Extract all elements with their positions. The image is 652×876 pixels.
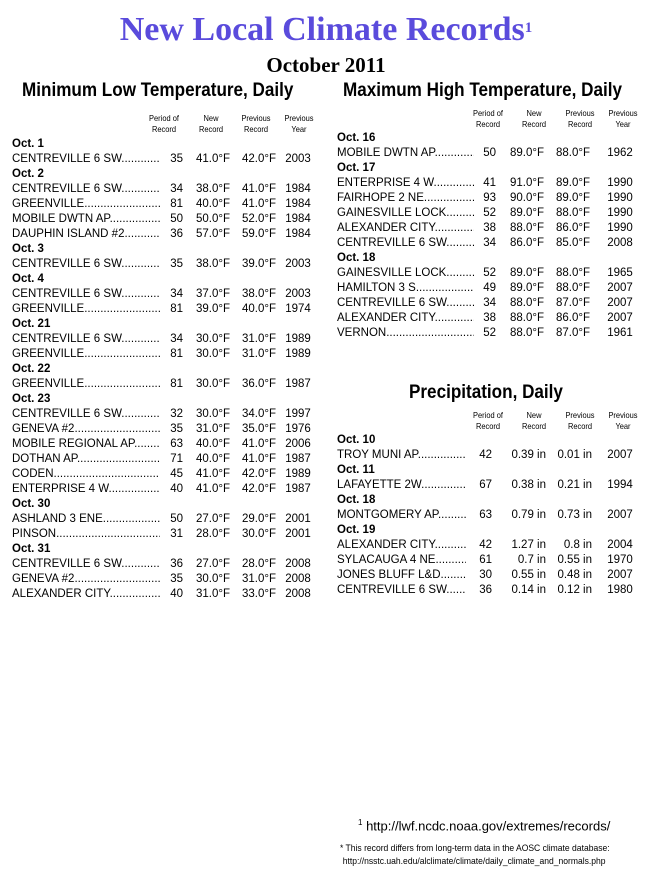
previous-year: 2007 xyxy=(607,282,633,294)
new-record: 41.0°F xyxy=(195,468,230,480)
record-row xyxy=(337,326,647,341)
record-row xyxy=(12,302,322,317)
previous-year: 1984 xyxy=(285,228,311,240)
previous-year: 2007 xyxy=(607,509,633,521)
min-low-header-previous: Previous Record xyxy=(241,113,271,134)
record-date: Oct. 19 xyxy=(337,524,376,536)
record-date: Oct. 30 xyxy=(12,498,51,510)
record-date: Oct. 1 xyxy=(12,138,44,150)
period-of-record: 35 xyxy=(170,258,183,270)
period-of-record: 50 xyxy=(483,147,496,159)
previous-record: 0.8 in xyxy=(563,539,592,551)
precip-header-period: Period of Record xyxy=(473,410,503,431)
station-name: CENTREVILLE 6 SW ..... xyxy=(337,236,474,251)
record-date: Oct. 21 xyxy=(12,318,51,330)
title-footnote-marker: 1 xyxy=(524,20,533,36)
period-of-record: 34 xyxy=(170,288,183,300)
previous-record: 87.0°F xyxy=(555,327,590,339)
previous-year: 2008 xyxy=(285,588,311,600)
station-name: GREENVILLE ..... xyxy=(12,377,160,392)
station-name: VERNON ..... xyxy=(337,326,474,341)
record-row xyxy=(12,452,322,467)
new-record: 27.0°F xyxy=(195,558,230,570)
new-record: 40.0°F xyxy=(195,453,230,465)
period-of-record: 36 xyxy=(170,558,183,570)
min-low-header-period: Period of Record xyxy=(149,113,179,134)
previous-record: 42.0°F xyxy=(241,153,276,165)
page-title xyxy=(0,10,652,50)
record-row xyxy=(12,377,322,392)
station-name: CENTREVILLE 6 SW ..... xyxy=(337,583,466,598)
new-record: 41.0°F xyxy=(195,153,230,165)
new-record: 28.0°F xyxy=(195,528,230,540)
previous-year: 1974 xyxy=(285,303,311,315)
period-of-record: 42 xyxy=(479,449,492,461)
record-row xyxy=(12,572,322,587)
max-high-table xyxy=(337,131,647,341)
previous-year: 2001 xyxy=(285,513,311,525)
min-low-table xyxy=(12,137,322,602)
previous-year: 2007 xyxy=(607,312,633,324)
record-row xyxy=(12,227,322,242)
record-row xyxy=(12,287,322,302)
period-of-record: 81 xyxy=(170,348,183,360)
new-record: 0.55 in xyxy=(511,569,546,581)
period-of-record: 40 xyxy=(170,483,183,495)
previous-year: 1976 xyxy=(285,423,311,435)
station-name: CENTREVILLE 6 SW ..... xyxy=(12,287,160,302)
station-name: ENTERPRISE 4 W ..... xyxy=(12,482,160,497)
previous-record: 0.73 in xyxy=(557,509,592,521)
precip-table xyxy=(337,433,647,598)
period-of-record: 50 xyxy=(170,513,183,525)
station-name: CENTREVILLE 6 SW ..... xyxy=(12,182,160,197)
min-low-header-new: New Record xyxy=(198,113,224,134)
previous-year: 2008 xyxy=(285,558,311,570)
period-of-record: 31 xyxy=(170,528,183,540)
record-row xyxy=(337,538,647,553)
record-row xyxy=(12,557,322,572)
period-of-record: 34 xyxy=(170,183,183,195)
station-name: ALEXANDER CITY ..... xyxy=(12,587,160,602)
new-record: 57.0°F xyxy=(195,228,230,240)
period-of-record: 40 xyxy=(170,588,183,600)
previous-year: 1984 xyxy=(285,213,311,225)
record-date: Oct. 3 xyxy=(12,243,44,255)
period-of-record: 50 xyxy=(170,213,183,225)
new-record: 89.0°F xyxy=(509,267,544,279)
previous-year: 2003 xyxy=(285,153,311,165)
precip-header-new: New Record xyxy=(521,410,547,431)
previous-year: 2006 xyxy=(285,438,311,450)
record-date: Oct. 22 xyxy=(12,363,51,375)
precip-header-year: Previous Year xyxy=(608,410,638,431)
previous-year: 1997 xyxy=(285,408,311,420)
previous-record: 36.0°F xyxy=(241,378,276,390)
station-name: TROY MUNI AP ..... xyxy=(337,448,466,463)
station-name: ALEXANDER CITY ..... xyxy=(337,221,474,236)
previous-record: 39.0°F xyxy=(241,258,276,270)
station-name: LAFAYETTE 2W ..... xyxy=(337,478,466,493)
period-of-record: 35 xyxy=(170,423,183,435)
new-record: 1.27 in xyxy=(511,539,546,551)
period-of-record: 93 xyxy=(483,192,496,204)
record-row xyxy=(12,407,322,422)
station-name: HAMILTON 3 S ..... xyxy=(337,281,474,296)
period-of-record: 38 xyxy=(483,312,496,324)
period-of-record: 67 xyxy=(479,479,492,491)
period-of-record: 81 xyxy=(170,198,183,210)
previous-year: 1987 xyxy=(285,378,311,390)
previous-year: 1990 xyxy=(607,177,633,189)
record-row xyxy=(337,568,647,583)
previous-record: 35.0°F xyxy=(241,423,276,435)
record-row xyxy=(12,257,322,272)
period-of-record: 81 xyxy=(170,303,183,315)
period-of-record: 34 xyxy=(170,333,183,345)
record-date: Oct. 2 xyxy=(12,168,44,180)
previous-record: 0.12 in xyxy=(557,584,592,596)
record-row xyxy=(12,212,322,227)
previous-year: 1970 xyxy=(607,554,633,566)
previous-record: 86.0°F xyxy=(555,312,590,324)
previous-year: 1987 xyxy=(285,483,311,495)
previous-record: 38.0°F xyxy=(241,288,276,300)
new-record: 50.0°F xyxy=(195,213,230,225)
record-date: Oct. 23 xyxy=(12,393,51,405)
record-date: Oct. 10 xyxy=(337,434,376,446)
previous-record: 0.01 in xyxy=(557,449,592,461)
previous-year: 2004 xyxy=(607,539,633,551)
station-name: DAUPHIN ISLAND #2 ..... xyxy=(12,227,160,242)
station-name: ASHLAND 3 ENE ..... xyxy=(12,512,160,527)
new-record: 0.39 in xyxy=(511,449,546,461)
record-date: Oct. 4 xyxy=(12,273,44,285)
new-record: 30.0°F xyxy=(195,333,230,345)
record-row xyxy=(337,206,647,221)
record-row xyxy=(337,478,647,493)
record-date: Oct. 31 xyxy=(12,543,51,555)
page-title-text: New Local Climate Records xyxy=(119,11,525,48)
previous-year: 1962 xyxy=(607,147,633,159)
previous-year: 1990 xyxy=(607,222,633,234)
period-of-record: 61 xyxy=(479,554,492,566)
period-of-record: 41 xyxy=(483,177,496,189)
station-name: MOBILE DWTN AP ..... xyxy=(337,146,474,161)
new-record: 38.0°F xyxy=(195,258,230,270)
previous-record: 29.0°F xyxy=(241,513,276,525)
previous-record: 41.0°F xyxy=(241,438,276,450)
station-name: CODEN ..... xyxy=(12,467,160,482)
previous-record: 0.48 in xyxy=(557,569,592,581)
station-name: GAINESVILLE LOCK ..... xyxy=(337,206,474,221)
previous-record: 42.0°F xyxy=(241,483,276,495)
footnote-note-line1: * This record differs from long-term data in the AOSC climate database: xyxy=(340,843,610,854)
record-row xyxy=(12,527,322,542)
previous-year: 1984 xyxy=(285,183,311,195)
record-row xyxy=(12,437,322,452)
record-row xyxy=(12,182,322,197)
new-record: 30.0°F xyxy=(195,408,230,420)
footnote-url xyxy=(358,818,610,833)
record-row xyxy=(12,587,322,602)
period-of-record: 32 xyxy=(170,408,183,420)
previous-record: 88.0°F xyxy=(555,267,590,279)
period-of-record: 71 xyxy=(170,453,183,465)
record-row xyxy=(12,512,322,527)
period-of-record: 36 xyxy=(479,584,492,596)
period-of-record: 30 xyxy=(479,569,492,581)
previous-year: 1984 xyxy=(285,198,311,210)
record-row xyxy=(337,221,647,236)
previous-year: 2003 xyxy=(285,258,311,270)
previous-record: 34.0°F xyxy=(241,408,276,420)
record-date: Oct. 18 xyxy=(337,494,376,506)
new-record: 88.0°F xyxy=(509,312,544,324)
record-row xyxy=(337,146,647,161)
period-of-record: 34 xyxy=(483,297,496,309)
station-name: GREENVILLE ..... xyxy=(12,197,160,212)
new-record: 88.0°F xyxy=(509,222,544,234)
station-name: ALEXANDER CITY ..... xyxy=(337,538,466,553)
record-date: Oct. 16 xyxy=(337,132,376,144)
previous-year: 1994 xyxy=(607,479,633,491)
previous-record: 0.55 in xyxy=(557,554,592,566)
station-name: JONES BLUFF L&D ..... xyxy=(337,568,466,583)
station-name: CENTREVILLE 6 SW ..... xyxy=(12,332,160,347)
period-of-record: 34 xyxy=(483,237,496,249)
previous-year: 2007 xyxy=(607,449,633,461)
new-record: 89.0°F xyxy=(509,147,544,159)
footnote-note xyxy=(340,842,610,868)
footnote-marker: 1 xyxy=(358,818,363,827)
new-record: 91.0°F xyxy=(509,177,544,189)
new-record: 40.0°F xyxy=(195,198,230,210)
new-record: 30.0°F xyxy=(195,348,230,360)
period-of-record: 63 xyxy=(479,509,492,521)
record-row xyxy=(337,281,647,296)
new-record: 31.0°F xyxy=(195,588,230,600)
record-row xyxy=(337,583,647,598)
station-name: CENTREVILLE 6 SW ..... xyxy=(12,152,160,167)
new-record: 89.0°F xyxy=(509,207,544,219)
footnote-note-line2[interactable]: http://nsstc.uah.edu/alclimate/climate/daily_climate_and_normals.php xyxy=(342,856,606,867)
previous-year: 1965 xyxy=(607,267,633,279)
new-record: 0.14 in xyxy=(511,584,546,596)
station-name: CENTREVILLE 6 SW ..... xyxy=(337,296,474,311)
previous-year: 1989 xyxy=(285,468,311,480)
previous-year: 1989 xyxy=(285,333,311,345)
new-record: 40.0°F xyxy=(195,438,230,450)
period-of-record: 52 xyxy=(483,207,496,219)
new-record: 27.0°F xyxy=(195,513,230,525)
record-row xyxy=(12,482,322,497)
period-of-record: 52 xyxy=(483,267,496,279)
record-row xyxy=(337,191,647,206)
new-record: 31.0°F xyxy=(195,423,230,435)
record-row xyxy=(337,448,647,463)
max-high-header-new: New Record xyxy=(521,108,547,129)
previous-record: 89.0°F xyxy=(555,177,590,189)
new-record: 37.0°F xyxy=(195,288,230,300)
station-name: CENTREVILLE 6 SW ..... xyxy=(12,257,160,272)
station-name: GREENVILLE ..... xyxy=(12,302,160,317)
max-high-title: Maximum High Temperature, Daily xyxy=(343,80,623,101)
previous-record: 31.0°F xyxy=(241,348,276,360)
previous-record: 0.21 in xyxy=(557,479,592,491)
previous-record: 59.0°F xyxy=(241,228,276,240)
previous-record: 89.0°F xyxy=(555,192,590,204)
min-low-header-year: Previous Year xyxy=(284,113,314,134)
max-high-header-previous: Previous Record xyxy=(565,108,595,129)
record-row xyxy=(12,347,322,362)
previous-year: 2008 xyxy=(285,573,311,585)
station-name: GAINESVILLE LOCK ..... xyxy=(337,266,474,281)
record-row xyxy=(12,197,322,212)
previous-year: 1980 xyxy=(607,584,633,596)
station-name: MOBILE REGIONAL AP ..... xyxy=(12,437,160,452)
station-name: MONTGOMERY AP ..... xyxy=(337,508,466,523)
previous-record: 41.0°F xyxy=(241,198,276,210)
record-date: Oct. 17 xyxy=(337,162,376,174)
period-of-record: 63 xyxy=(170,438,183,450)
station-name: PINSON ..... xyxy=(12,527,160,542)
record-row xyxy=(12,467,322,482)
record-row xyxy=(337,311,647,326)
station-name: GENEVA #2 ..... xyxy=(12,572,160,587)
previous-record: 31.0°F xyxy=(241,573,276,585)
period-of-record: 36 xyxy=(170,228,183,240)
previous-year: 2003 xyxy=(285,288,311,300)
previous-record: 28.0°F xyxy=(241,558,276,570)
previous-record: 87.0°F xyxy=(555,297,590,309)
record-row xyxy=(337,236,647,251)
station-name: FAIRHOPE 2 NE ..... xyxy=(337,191,474,206)
new-record: 39.0°F xyxy=(195,303,230,315)
period-of-record: 81 xyxy=(170,378,183,390)
previous-year: 2008 xyxy=(607,237,633,249)
previous-record: 31.0°F xyxy=(241,333,276,345)
previous-record: 41.0°F xyxy=(241,183,276,195)
new-record: 30.0°F xyxy=(195,378,230,390)
previous-record: 52.0°F xyxy=(241,213,276,225)
page-subtitle: October 2011 xyxy=(266,53,386,77)
new-record: 41.0°F xyxy=(195,483,230,495)
new-record: 0.7 in xyxy=(517,554,546,566)
record-row xyxy=(337,508,647,523)
station-name: GENEVA #2 ..... xyxy=(12,422,160,437)
previous-record: 30.0°F xyxy=(241,528,276,540)
period-of-record: 38 xyxy=(483,222,496,234)
precip-header-previous: Previous Record xyxy=(565,410,595,431)
new-record: 38.0°F xyxy=(195,183,230,195)
period-of-record: 52 xyxy=(483,327,496,339)
previous-record: 33.0°F xyxy=(241,588,276,600)
period-of-record: 42 xyxy=(479,539,492,551)
previous-record: 41.0°F xyxy=(241,453,276,465)
new-record: 89.0°F xyxy=(509,282,544,294)
station-name: DOTHAN AP ..... xyxy=(12,452,160,467)
new-record: 86.0°F xyxy=(509,237,544,249)
previous-record: 88.0°F xyxy=(555,207,590,219)
record-row xyxy=(337,296,647,311)
station-name: ENTERPRISE 4 W ..... xyxy=(337,176,474,191)
previous-year: 1990 xyxy=(607,192,633,204)
previous-year: 2001 xyxy=(285,528,311,540)
previous-record: 88.0°F xyxy=(555,282,590,294)
max-high-header-year: Previous Year xyxy=(608,108,638,129)
station-name: MOBILE DWTN AP ..... xyxy=(12,212,160,227)
previous-year: 1961 xyxy=(607,327,633,339)
previous-record: 88.0°F xyxy=(555,147,590,159)
station-name: ALEXANDER CITY ..... xyxy=(337,311,474,326)
footnote-url-text[interactable]: http://lwf.ncdc.noaa.gov/extremes/records/ xyxy=(366,818,611,834)
record-row xyxy=(337,553,647,568)
previous-year: 1989 xyxy=(285,348,311,360)
new-record: 0.38 in xyxy=(511,479,546,491)
station-name: CENTREVILLE 6 SW ..... xyxy=(12,407,160,422)
new-record: 88.0°F xyxy=(509,297,544,309)
previous-year: 2007 xyxy=(607,297,633,309)
record-row xyxy=(12,332,322,347)
min-low-title: Minimum Low Temperature, Daily xyxy=(22,80,294,101)
station-name: SYLACAUGA 4 NE ..... xyxy=(337,553,466,568)
record-row xyxy=(337,176,647,191)
period-of-record: 45 xyxy=(170,468,183,480)
station-name: CENTREVILLE 6 SW ..... xyxy=(12,557,160,572)
new-record: 30.0°F xyxy=(195,573,230,585)
period-of-record: 35 xyxy=(170,153,183,165)
previous-record: 42.0°F xyxy=(241,468,276,480)
new-record: 88.0°F xyxy=(509,327,544,339)
station-name: GREENVILLE ..... xyxy=(12,347,160,362)
previous-record: 85.0°F xyxy=(555,237,590,249)
period-of-record: 49 xyxy=(483,282,496,294)
new-record: 0.79 in xyxy=(511,509,546,521)
max-high-header-period: Period of Record xyxy=(473,108,503,129)
record-date: Oct. 11 xyxy=(337,464,375,476)
record-row xyxy=(12,422,322,437)
new-record: 90.0°F xyxy=(509,192,544,204)
previous-record: 40.0°F xyxy=(241,303,276,315)
record-date: Oct. 18 xyxy=(337,252,376,264)
record-row xyxy=(12,152,322,167)
previous-year: 1987 xyxy=(285,453,311,465)
precip-title: Precipitation, Daily xyxy=(409,382,563,403)
previous-year: 1990 xyxy=(607,207,633,219)
record-row xyxy=(337,266,647,281)
previous-year: 2007 xyxy=(607,569,633,581)
period-of-record: 35 xyxy=(170,573,183,585)
previous-record: 86.0°F xyxy=(555,222,590,234)
